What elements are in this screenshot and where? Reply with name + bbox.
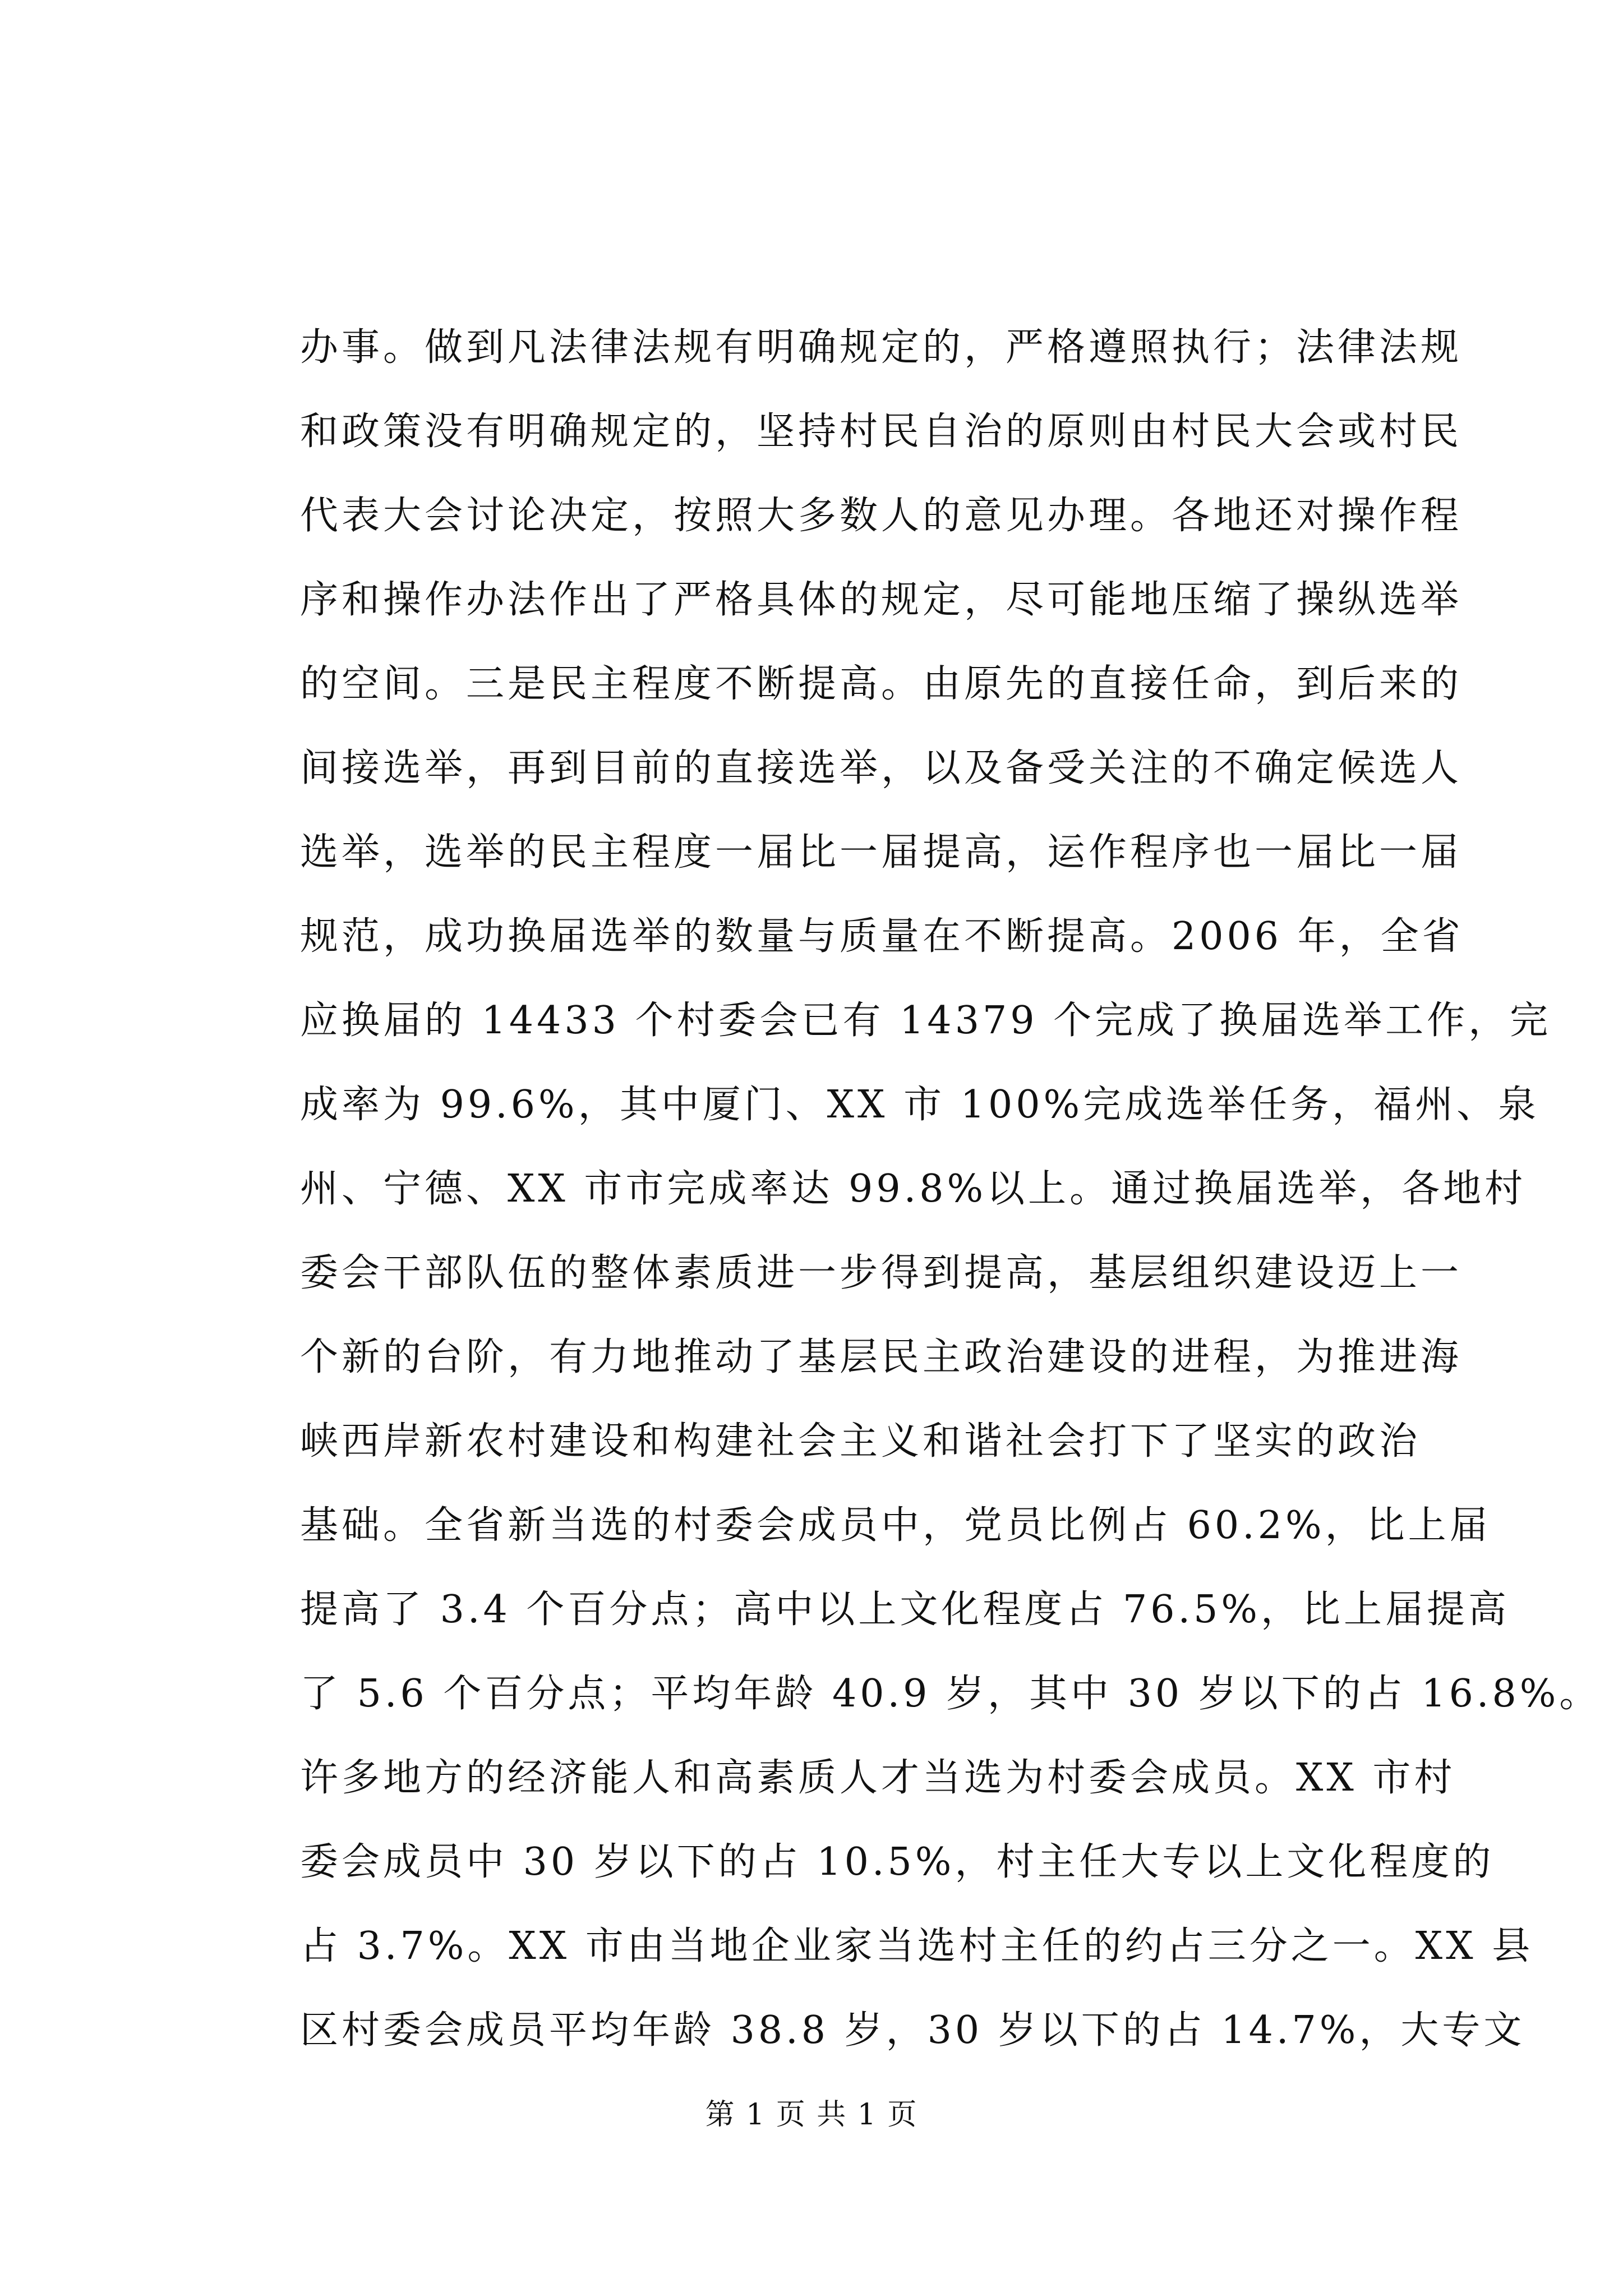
text-line: 委会成员中 30 岁以下的占 10.5%，村主任大专以上文化程度的: [300, 1840, 1495, 1884]
text-line: 办事。做到凡法律法规有明确规定的，严格遵照执行；法律法规: [300, 325, 1463, 370]
text-line: 区村委会成员平均年龄 38.8 岁，30 岁以下的占 14.7%，大专文: [300, 2008, 1525, 2053]
text-line: 峡西岸新农村建设和构建社会主义和谐社会打下了坚实的政治: [300, 1419, 1421, 1464]
text-line: 占 3.7%。XX 市由当地企业家当选村主任的约占三分之一。XX 县: [300, 1924, 1534, 1968]
text-line: 应换届的 14433 个村委会已有 14379 个完成了换届选举工作，完: [300, 999, 1552, 1043]
text-line: 和政策没有明确规定的，坚持村民自治的原则由村民大会或村民: [300, 409, 1463, 454]
text-line: 了 5.6 个百分点；平均年龄 40.9 岁，其中 30 岁以下的占 16.8%。: [300, 1672, 1601, 1716]
page-footer: [0, 2095, 1623, 2134]
text-line: 州、宁德、XX 市市完成率达 99.8%以上。通过换届选举，各地村: [300, 1167, 1527, 1211]
text-line: 成率为 99.6%，其中厦门、XX 市 100%完成选举任务，福州、泉: [300, 1083, 1540, 1127]
text-line: 选举，选举的民主程度一届比一届提高，运作程序也一届比一届: [300, 830, 1463, 875]
text-line: 提高了 3.4 个百分点；高中以上文化程度占 76.5%，比上届提高: [300, 1588, 1510, 1632]
text-line: 委会干部队伍的整体素质进一步得到提高，基层组织建设迈上一: [300, 1251, 1463, 1295]
text-line: 规范，成功换届选举的数量与质量在不断提高。2006 年，全省: [300, 914, 1464, 959]
text-line: 许多地方的经济能人和高素质人才当选为村委会成员。XX 市村: [300, 1756, 1456, 1800]
page-number-label: 第 1 页 共 1 页: [705, 2098, 918, 2132]
text-line: 个新的台阶，有力地推动了基层民主政治建设的进程，为推进海: [300, 1335, 1463, 1379]
text-line: 基础。全省新当选的村委会成员中，党员比例占 60.2%，比上届: [300, 1503, 1491, 1548]
document-body: [300, 306, 1601, 2073]
text-line: 代表大会讨论决定，按照大多数人的意见办理。各地还对操作程: [300, 494, 1463, 538]
text-line: 的空间。三是民主程度不断提高。由原先的直接任命，到后来的: [300, 662, 1463, 706]
text-line: 间接选举，再到目前的直接选举，以及备受关注的不确定候选人: [300, 746, 1463, 790]
text-line: 序和操作办法作出了严格具体的规定，尽可能地压缩了操纵选举: [300, 578, 1463, 622]
